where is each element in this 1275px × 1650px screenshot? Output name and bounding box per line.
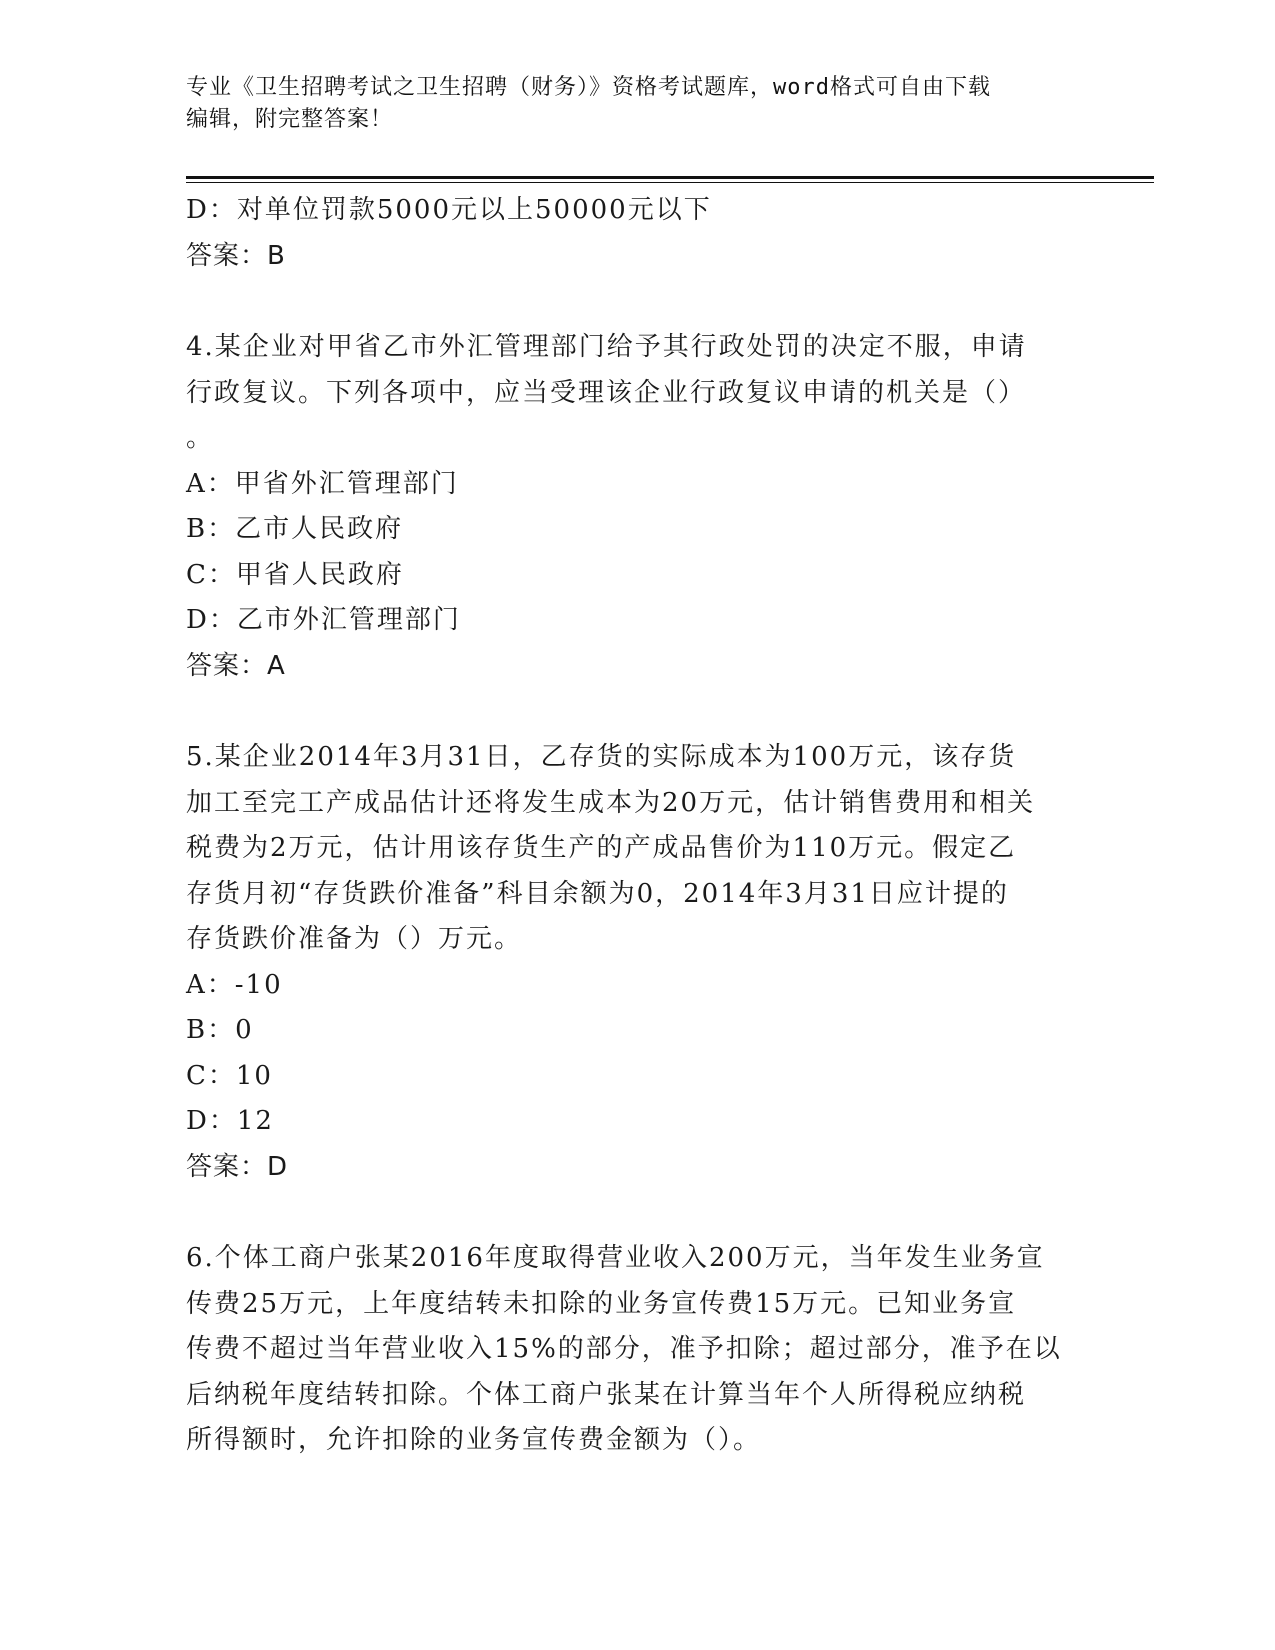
q4-answer: 答案：A [186, 650, 286, 681]
q5-option-c: C：10 [186, 1060, 273, 1091]
question-4 [186, 325, 1086, 689]
question-content [186, 188, 1086, 1464]
q6-stem-line: 后纳税年度结转扣除。个体工商户张某在计算当年个人所得税应纳税 [186, 1379, 1027, 1410]
q5-stem-line: 存货月初“存货跌价准备”科目余额为0，2014年3月31日应计提的 [186, 878, 1009, 909]
q4-stem-line: 行政复议。下列各项中，应当受理该企业行政复议申请的机关是（） [186, 377, 1027, 408]
q4-option-c: C：甲省人民政府 [186, 559, 404, 590]
q5-option-d: D：12 [186, 1106, 274, 1136]
header-line-1: 专业《卫生招聘考试之卫生招聘（财务）》资格考试题库，word格式可自由下载 [186, 75, 991, 100]
q5-answer: 答案：D [186, 1151, 289, 1182]
q5-option-a: A：-10 [186, 969, 283, 1000]
q4-option-d: D：乙市外汇管理部门 [186, 605, 461, 635]
q4-stem-line: 4.某企业对甲省乙市外汇管理部门给予其行政处罚的决定不服，申请 [186, 332, 1027, 362]
question-5 [186, 735, 1086, 1190]
q6-stem-line: 传费不超过当年营业收入15%的部分，准予扣除；超过部分，准予在以 [186, 1334, 1062, 1364]
q3-option-d: D：对单位罚款5000元以上50000元以下 [186, 195, 712, 225]
header-divider-thin [186, 182, 1154, 183]
q4-option-a: A：甲省外汇管理部门 [186, 468, 459, 499]
q5-stem-line: 加工至完工产成品估计还将发生成本为20万元，估计销售费用和相关 [186, 787, 1036, 818]
q3-answer: 答案：B [186, 240, 286, 271]
q6-stem-line: 传费25万元，上年度结转未扣除的业务宣传费15万元。已知业务宣 [186, 1288, 1017, 1319]
q5-option-b: B：0 [186, 1015, 254, 1045]
q6-stem-line: 6.个体工商户张某2016年度取得营业收入200万元，当年发生业务宣 [186, 1243, 1045, 1273]
question-6 [186, 1236, 1086, 1464]
q6-stem-line: 所得额时，允许扣除的业务宣传费金额为（）。 [186, 1425, 762, 1455]
q5-stem-line: 5.某企业2014年3月31日，乙存货的实际成本为100万元，该存货 [186, 742, 1017, 772]
q4-stem-line: 。 [186, 423, 215, 453]
q4-option-b: B：乙市人民政府 [186, 514, 404, 544]
header-divider-thick [186, 176, 1154, 179]
page-header [186, 72, 1066, 136]
header-line-2: 编辑，附完整答案！ [186, 107, 394, 132]
q5-stem-line: 存货跌价准备为（）万元。 [186, 924, 523, 954]
q5-stem-line: 税费为2万元，估计用该存货生产的产成品售价为110万元。假定乙 [186, 833, 1017, 863]
